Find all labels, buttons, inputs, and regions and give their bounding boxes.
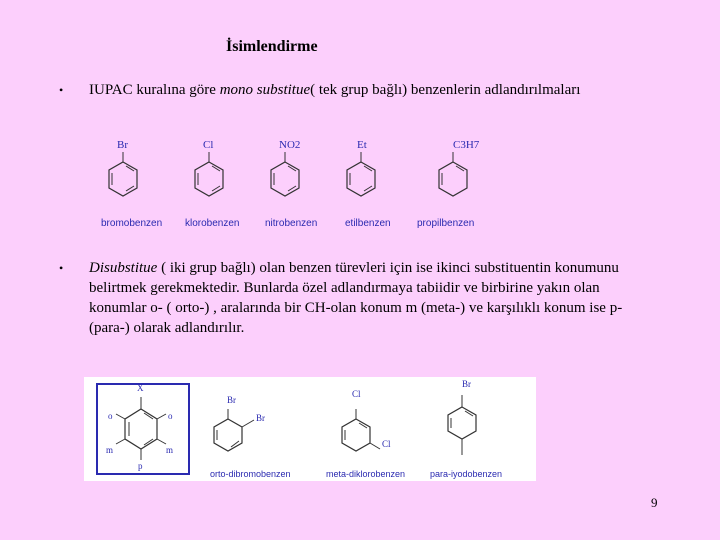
mono-substituted-row bbox=[95, 138, 495, 238]
molecule-name: propilbenzen bbox=[417, 218, 475, 229]
bullet-text-italic: Disubstitue bbox=[89, 260, 158, 276]
bullet-marker: • bbox=[59, 261, 64, 275]
molecule-propilbenzen bbox=[417, 138, 505, 238]
bullet-text-b: ( tek grup bağlı) benzenlerin adlandırılmaları bbox=[310, 82, 581, 98]
bullet-marker: • bbox=[59, 83, 64, 97]
meta-name: meta-diklorobenzen bbox=[326, 469, 406, 479]
bullet-mono-substitue bbox=[59, 80, 649, 100]
molecule-name: bromobenzen bbox=[101, 218, 163, 229]
page-number: 9 bbox=[651, 495, 658, 510]
position-x-label: X bbox=[137, 383, 144, 393]
ortho-sub2: Br bbox=[256, 413, 265, 423]
molecule-nitrobenzen bbox=[257, 138, 337, 238]
disubstituted-figure bbox=[84, 377, 536, 481]
position-ortho-right: o bbox=[168, 411, 173, 421]
position-diagram bbox=[96, 383, 192, 477]
meta-molecule-icon bbox=[334, 397, 404, 467]
bullet-disubstitue bbox=[59, 258, 659, 338]
substituent-label: NO2 bbox=[279, 139, 301, 151]
substituent-label: C3H7 bbox=[453, 139, 480, 151]
para-name: para-iyodobenzen bbox=[430, 469, 503, 479]
bullet-text-a: IUPAC kuralına göre bbox=[89, 82, 220, 98]
molecule-name: klorobenzen bbox=[185, 218, 240, 229]
para-sub1: Br bbox=[462, 379, 471, 389]
molecule-name: nitrobenzen bbox=[265, 218, 318, 229]
ortho-molecule-icon bbox=[206, 397, 276, 467]
substituent-label: Cl bbox=[203, 139, 214, 151]
molecule-name: etilbenzen bbox=[345, 218, 391, 229]
meta-sub2: Cl bbox=[382, 439, 391, 449]
slide-title: İsimlendirme bbox=[226, 38, 318, 55]
molecule-etilbenzen bbox=[333, 138, 413, 238]
bullet-text-italic: mono substitue bbox=[219, 82, 311, 98]
molecule-klorobenzen bbox=[181, 138, 261, 238]
ortho-sub1: Br bbox=[227, 395, 236, 405]
substituent-label: Et bbox=[357, 139, 367, 151]
bullet-text-b: ( iki grup bağlı) olan benzen türevleri için ise ikinci substituentin konumunu belirtmek gerekmektedir. Bunlarda özel adlandırmaya tabiidir ve birbirine yakın olan konumlar o- ( orto-) , aralarında bir CH-olan konum m (meta-) ve karşılıklı konum ise p-(para-) olarak adlandırılır. bbox=[89, 260, 623, 336]
meta-sub1: Cl bbox=[352, 389, 361, 399]
position-meta-left: m bbox=[106, 445, 114, 455]
position-meta-right: m bbox=[166, 445, 174, 455]
substituent-label: Br bbox=[117, 139, 128, 151]
ortho-name: orto-dibromobenzen bbox=[210, 469, 291, 479]
position-ortho-left: o bbox=[108, 411, 113, 421]
para-molecule-icon bbox=[440, 385, 500, 465]
position-para-label: p bbox=[138, 461, 143, 471]
molecule-bromobenzen bbox=[95, 138, 175, 238]
